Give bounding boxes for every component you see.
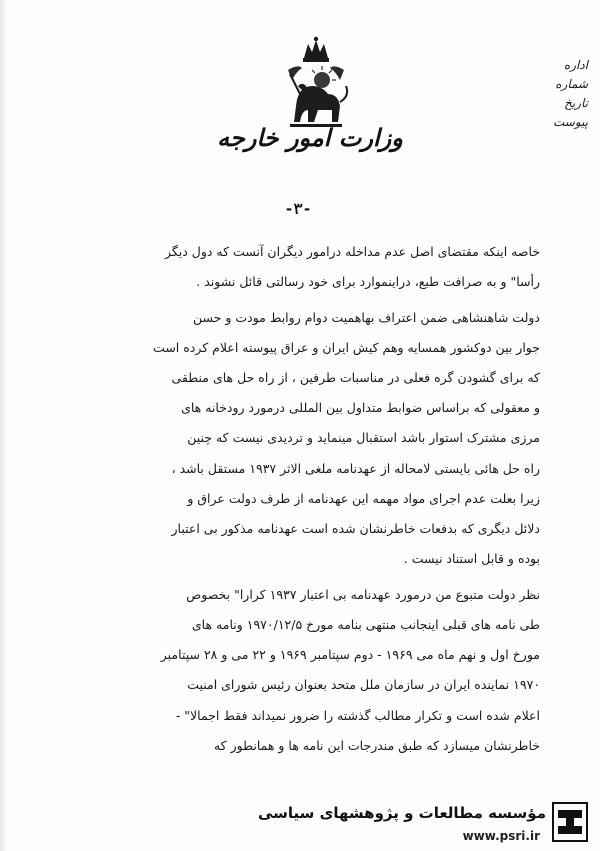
body-line: جوار بین دوکشور همسایه وهم کیش ایران و عراق پیوسته اعلام کرده است xyxy=(153,340,540,355)
body-line: اعلام شده است و تکرار مطالب گذشته را ضرور نمیداند فقط اجمالا" - xyxy=(175,708,540,723)
ministry-title: وزارت امور خارجه xyxy=(217,123,403,152)
lion-and-sun-emblem-icon xyxy=(278,36,354,134)
institute-logo-icon xyxy=(552,802,588,842)
body-line: که برای گشودن گره فعلی در مناسبات طرفین ، از راه حل های منطقی xyxy=(171,370,540,385)
body-line: رأسا" و به صرافت طبع، دراینموارد برای خود رسالتی قائل نشوند . xyxy=(196,274,540,289)
institute-watermark xyxy=(257,796,600,851)
body-line: دولت شاهنشاهی ضمن اعتراف بهاهمیت دوام روابط مودت و حسن xyxy=(193,310,540,325)
watermark-url: www.psri.ir xyxy=(462,829,540,843)
body-line: راه حل هائی بایستی لامحاله از عهدنامه ملغی الاثر ۱۹۳۷ مستقل باشد ، xyxy=(171,461,540,476)
margin-label-date: تاریخ xyxy=(564,96,588,110)
watermark-name: مؤسسه مطالعات و پژوهشهای سیاسی xyxy=(257,804,546,822)
margin-label-office: اداره xyxy=(563,58,588,72)
body-line: مورخ اول و نهم ماه می ۱۹۶۹ - دوم سپتامبر ۱۹۶۹ و ۲۲ می و ۲۸ سپتامبر xyxy=(160,647,540,662)
body-line: دلائل دیگری که بدفعات خاطرنشان شده است عهدنامه مذکور بی اعتبار xyxy=(171,521,540,536)
margin-labels xyxy=(548,56,588,132)
body-line: ۱۹۷۰ نماینده ایران در سازمان ملل متحد بعنوان رئیس شورای امنیت xyxy=(187,677,540,692)
scan-edge-shadow xyxy=(0,0,7,851)
body-line: زیرا بعلت عدم اجرای مواد مهمه این عهدنامه از طرف دولت عراق و xyxy=(187,491,540,506)
body-line: خاطرنشان میسازد که طبق مندرجات این نامه ها و همانطور که xyxy=(213,738,540,753)
body-line: و معقولی که براساس ضوابط متداول بین المللی درمورد رودخانه های xyxy=(181,400,540,415)
body-line: خاصه اینکه مقتضای اصل عدم مداخله درامور دیگران آنست که دول دیگر xyxy=(164,244,540,259)
body-line: طی نامه های قبلی اینجانب منتهی بنامه مورخ ۱۹۷۰/۱۲/۵ ونامه های xyxy=(191,617,540,632)
body-line: نظر دولت متبوع من درمورد عهدنامه بی اعتبار ۱۹۳۷ کرارا" بخصوص xyxy=(186,587,540,602)
page-number: -۳- xyxy=(284,200,312,218)
body-line: مرزی مشترک استوار باشد استقبال مینماید و تردیدی نیست که چنین xyxy=(187,430,540,445)
body-line: بوده و قابل استناد نیست . xyxy=(403,551,540,566)
margin-label-attachment: پیوست xyxy=(553,115,588,129)
margin-label-number: شماره xyxy=(555,77,588,91)
